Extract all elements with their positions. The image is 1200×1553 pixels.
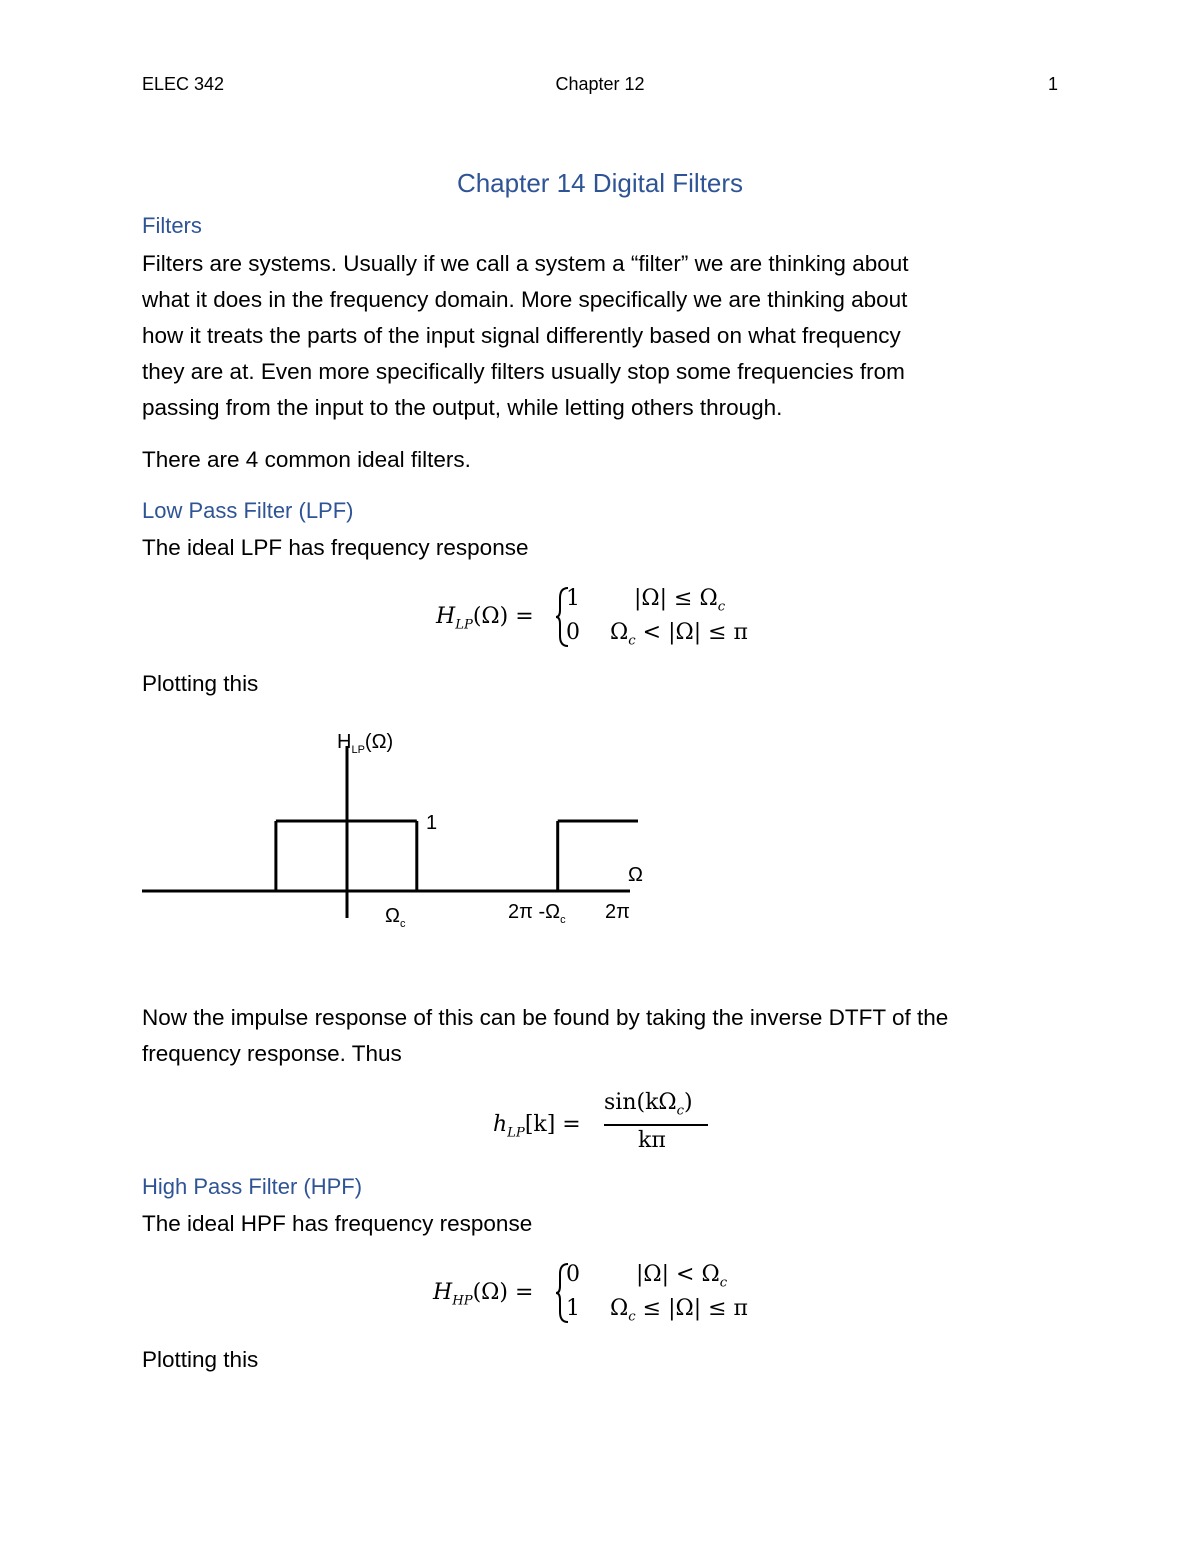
hpf-case1-cond-sub: c: [719, 1275, 728, 1291]
y-axis-label-main: H: [337, 731, 352, 753]
hpf-case2-cond-post: ≤ |Ω| ≤ π: [642, 1296, 749, 1321]
impulse-num-post: ): [684, 1090, 693, 1115]
impulse-line: Now the impulse response of this can be found by taking the inverse DTFT of the: [142, 1005, 949, 1030]
lpf-eq-H: H: [436, 604, 456, 629]
tick-2pi-minus-sub: c: [560, 914, 566, 926]
heading-hpf: High Pass Filter (HPF): [142, 1174, 363, 1199]
hpf-eq-arg: (Ω) =: [472, 1280, 534, 1305]
tick-2pi-minus-main: 2π -Ω: [508, 901, 561, 923]
impulse-denominator: kπ: [638, 1128, 666, 1153]
page-title: Chapter 14 Digital Filters: [456, 168, 744, 198]
filters-line: they are at. Even more specifically filters usually stop some frequencies from: [142, 359, 905, 384]
impulse-num-pre: sin(kΩ: [604, 1090, 677, 1115]
filters-line: what it does in the frequency domain. More specifically we are thinking about: [142, 287, 908, 312]
hpf-eq-sub: HP: [452, 1293, 473, 1309]
y-axis-label-sub: LP: [351, 744, 365, 756]
lpf-intro: The ideal LPF has frequency response: [142, 535, 529, 560]
lpf-eq-arg: (Ω) =: [472, 604, 534, 629]
hpf-case1-cond-text: |Ω| < Ω: [636, 1262, 720, 1287]
filters-line: how it treats the parts of the input signal differently based on what frequency: [142, 323, 901, 348]
lpf-equation-lhs: [436, 604, 534, 632]
lpf-case1-condition: [634, 586, 725, 614]
hpf-eq-H: H: [433, 1280, 453, 1305]
y-axis-label-arg: (Ω): [364, 731, 394, 753]
lpf-case2-cond-pre: Ω: [610, 620, 629, 645]
tick-label-two-pi: 2π: [605, 901, 630, 923]
hpf-plotting-text: Plotting this: [142, 1347, 259, 1372]
tick-omega-c-sub: c: [399, 918, 406, 930]
filters-line: Filters are systems. Usually if we call a system a “filter” we are thinking about: [142, 251, 909, 276]
tick-label-omega-c: [385, 905, 406, 930]
y-axis-label: [337, 731, 393, 756]
heading-lpf: Low Pass Filter (LPF): [142, 498, 354, 523]
lpf-case2-condition: [610, 620, 748, 648]
impulse-equation-lhs: [493, 1112, 581, 1140]
common-filters-text: There are 4 common ideal filters.: [142, 447, 471, 472]
hpf-case2-cond-sub: c: [628, 1309, 636, 1325]
series-group: [213, 821, 639, 891]
impulse-line: frequency response. Thus: [142, 1041, 402, 1066]
impulse-eq-sub: LP: [507, 1125, 525, 1141]
lpf-case2-cond-sub: c: [628, 633, 636, 649]
hpf-equation-lhs: [433, 1280, 533, 1308]
header-chapter: Chapter 12: [555, 74, 645, 94]
lpf-case2-cond-post: < |Ω| ≤ π: [642, 620, 749, 645]
filters-line: passing from the input to the output, while letting others through.: [142, 395, 783, 420]
hpf-case2-cond-pre: Ω: [610, 1296, 629, 1321]
impulse-num-sub: c: [676, 1103, 685, 1119]
lpf-case2-value: 0: [566, 620, 580, 645]
lpf-eq-sub: LP: [455, 617, 473, 633]
hpf-case2-condition: [610, 1296, 748, 1324]
lpf-case1-value: 1: [566, 586, 580, 611]
impulse-numerator: [604, 1090, 693, 1118]
lpf-case1-cond-sub: c: [717, 599, 726, 615]
hpf-case1-value: 0: [566, 1262, 580, 1287]
hpf-case2-value: 1: [566, 1296, 580, 1321]
hpf-case1-condition: [636, 1262, 727, 1290]
fraction-bar: [604, 1124, 708, 1126]
lpf-plotting-text: Plotting this: [142, 671, 259, 696]
lpf-case1-cond-text: |Ω| ≤ Ω: [634, 586, 718, 611]
tick-omega-c-main: Ω: [385, 905, 400, 927]
tick-label-two-pi-minus-omega-c: [508, 901, 566, 926]
impulse-paragraph: [142, 1000, 1062, 1072]
level-label: 1: [426, 812, 438, 834]
x-axis-label: Ω: [628, 864, 643, 886]
header-course: ELEC 342: [142, 74, 225, 94]
header-page-number: 1: [1047, 74, 1058, 94]
hpf-intro: The ideal HPF has frequency response: [142, 1211, 533, 1236]
heading-filters: Filters: [142, 213, 202, 238]
filters-paragraph: [142, 246, 1062, 426]
impulse-eq-h: h: [493, 1112, 508, 1137]
impulse-eq-arg: [k] =: [524, 1112, 581, 1137]
